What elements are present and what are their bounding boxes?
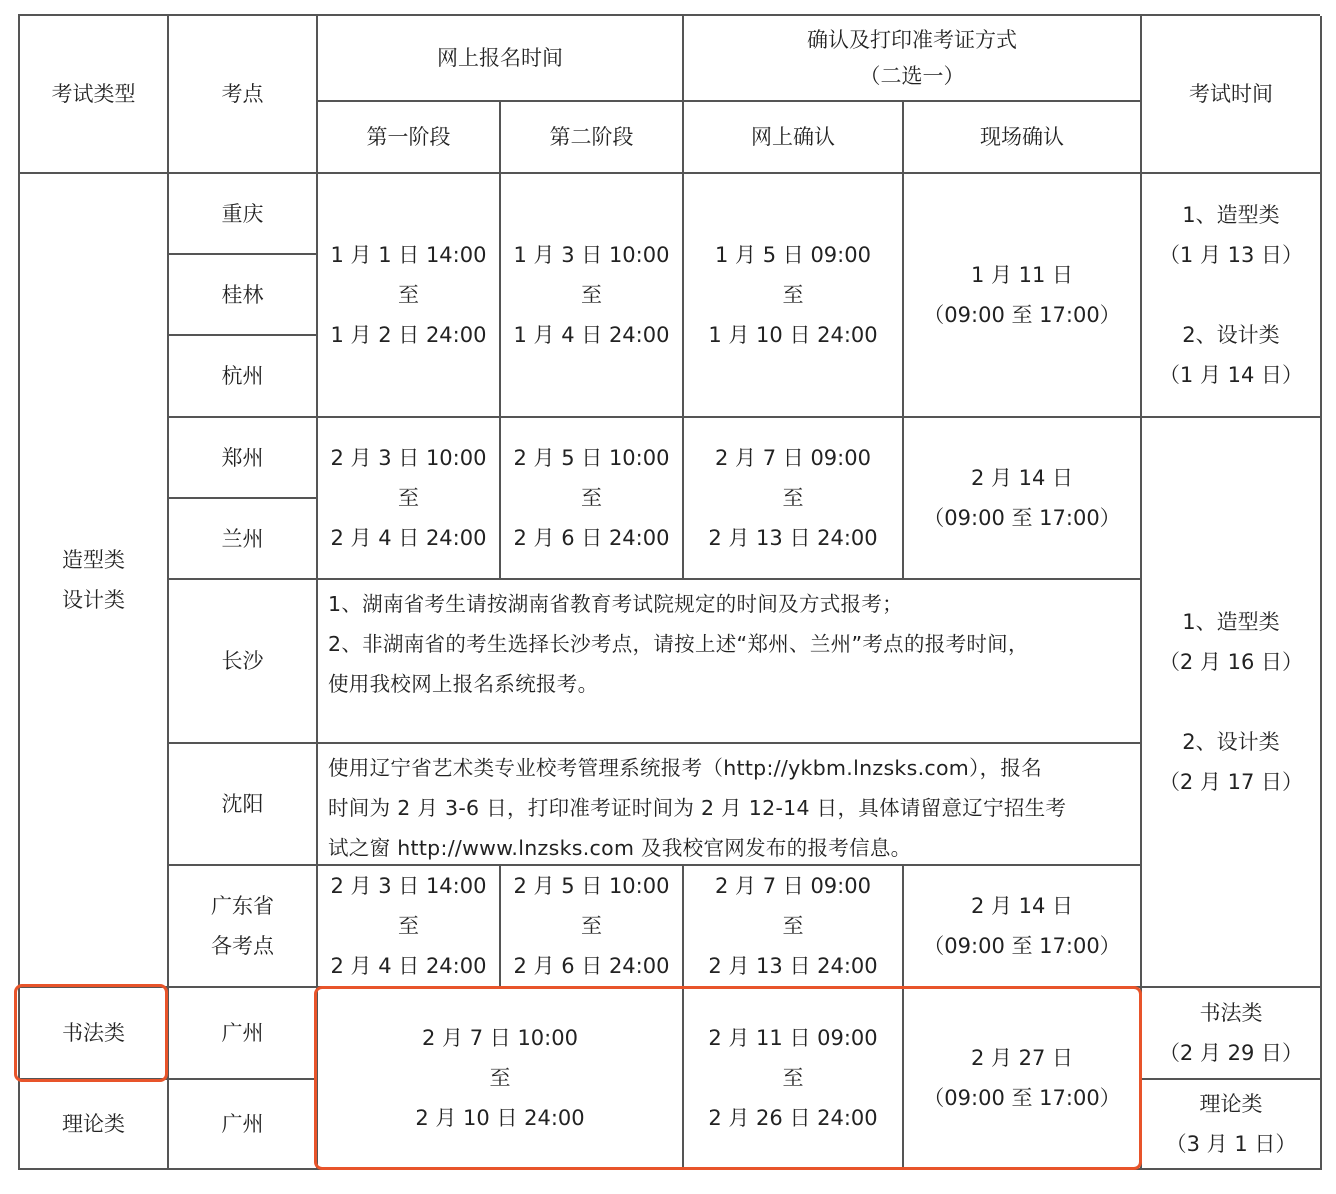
guangdong-stage-2: 2 月 5 日 10:00 至 2 月 6 日 24:00 [501,866,684,988]
venue-changsha: 长沙 [169,580,318,744]
venue-zhengzhou: 郑州 [169,418,318,499]
venue-chongqing: 重庆 [169,174,318,255]
group-a-stage-2: 1 月 3 日 10:00 至 1 月 4 日 24:00 [501,174,684,418]
venue-guangzhou-theory: 广州 [169,1080,318,1170]
header-venue: 考点 [169,16,318,174]
highlight-calligraphy [14,984,168,1082]
guangdong-onsite-confirm: 2 月 14 日 （09:00 至 17:00） [904,866,1142,988]
group-a-online-confirm: 1 月 5 日 09:00 至 1 月 10 日 24:00 [684,174,904,418]
venue-guangdong: 广东省 各考点 [169,866,318,988]
guangdong-online-confirm: 2 月 7 日 09:00 至 2 月 13 日 24:00 [684,866,904,988]
header-onsite-confirm: 现场确认 [904,102,1142,174]
header-online-confirm: 网上确认 [684,102,904,174]
header-exam-type: 考试类型 [20,16,169,174]
group-a-stage-1: 1 月 1 日 14:00 至 1 月 2 日 24:00 [318,174,501,418]
group-b-stage-2: 2 月 5 日 10:00 至 2 月 6 日 24:00 [501,418,684,580]
group-c-online-confirm: 2 月 11 日 09:00 至 2 月 26 日 24:00 [684,988,904,1170]
group-c-exam-theory: 理论类 （3 月 1 日） [1142,1080,1322,1170]
group-c-onsite-confirm: 2 月 27 日 （09:00 至 17:00） [904,988,1142,1170]
group-a-exam-time: 1、造型类 （1 月 13 日） 2、设计类 （1 月 14 日） [1142,174,1322,418]
header-online-registration: 网上报名时间 [318,16,684,102]
group-b-stage-1: 2 月 3 日 10:00 至 2 月 4 日 24:00 [318,418,501,580]
group-b-exam-time: 1、造型类 （2 月 16 日） 2、设计类 （2 月 17 日） [1142,418,1322,988]
group-b-onsite-confirm: 2 月 14 日 （09:00 至 17:00） [904,418,1142,580]
venue-guangzhou-calligraphy: 广州 [169,988,318,1080]
group-c-exam-calligraphy: 书法类 （2 月 29 日） [1142,988,1322,1080]
group-a-onsite-confirm: 1 月 11 日 （09:00 至 17:00） [904,174,1142,418]
venue-hangzhou: 杭州 [169,336,318,418]
guangdong-stage-1: 2 月 3 日 14:00 至 2 月 4 日 24:00 [318,866,501,988]
type-calligraphy: 书法类 [20,988,169,1080]
venue-shenyang: 沈阳 [169,744,318,866]
venue-guilin: 桂林 [169,255,318,336]
group-b-online-confirm: 2 月 7 日 09:00 至 2 月 13 日 24:00 [684,418,904,580]
shenyang-note: 使用辽宁省艺术类专业校考管理系统报考（http://ykbm.lnzsks.com），报名 时间为 2 月 3-6 日，打印准考证时间为 2 月 12-14 日，具体请留意辽宁招生考 试之窗 http://www.lnzsks.com 及我校官网发布的报考信息。 [318,744,1142,866]
group-c-registration: 2 月 7 日 10:00 至 2 月 10 日 24:00 [318,988,684,1170]
changsha-note: 1、湖南省考生请按湖南省教育考试院规定的时间及方式报考； 2、非湖南省的考生选择长沙考点，请按上述“郑州、兰州”考点的报考时间， 使用我校网上报名系统报考。 [318,580,1142,744]
type-art-design: 造型类 设计类 [20,174,169,988]
venue-lanzhou: 兰州 [169,499,318,580]
header-stage-1: 第一阶段 [318,102,501,174]
type-theory: 理论类 [20,1080,169,1170]
header-confirm-print: 确认及打印准考证方式 （二选一） [684,16,1142,102]
header-stage-2: 第二阶段 [501,102,684,174]
highlight-calligraphy-theory-schedule [314,986,1142,1170]
header-exam-time: 考试时间 [1142,16,1322,174]
